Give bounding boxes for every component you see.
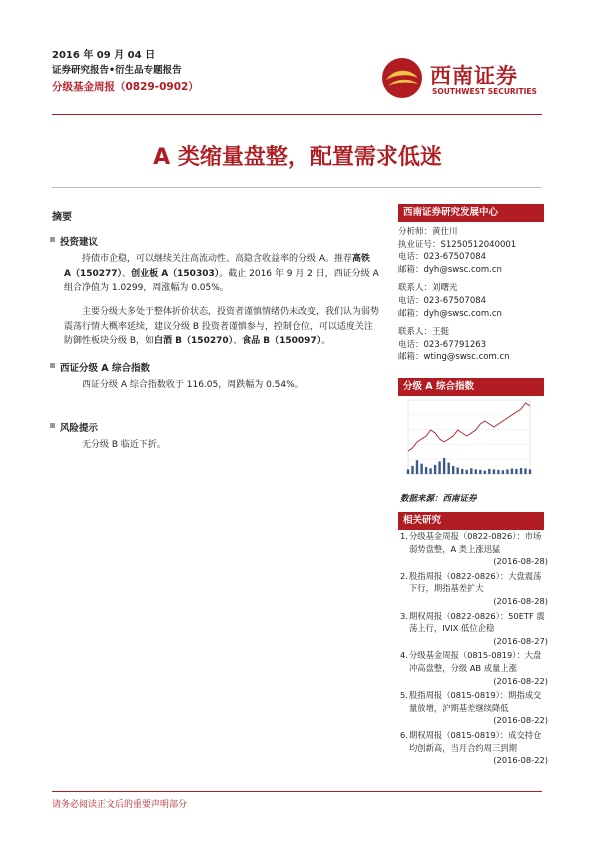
chart-volume-bar bbox=[448, 463, 450, 474]
related-item-date: (2016-08-22) bbox=[493, 675, 548, 686]
chart-volume-bar bbox=[416, 460, 418, 474]
chart-volume-bar bbox=[520, 468, 522, 474]
chart-volume-bar bbox=[443, 458, 445, 474]
related-item-date: (2016-08-28) bbox=[493, 595, 548, 606]
chart-volume-bar bbox=[411, 466, 413, 474]
contact-label: 联系人：刘曙光 bbox=[398, 283, 458, 294]
title-divider bbox=[52, 187, 542, 188]
paragraph-investment-1: 持债市企稳，可以继续关注高流动性、高隐含收益率的分级 A。推荐高铁 A（150277）、创业板 A（150303）。截止 2016 年 9 月 2 日，西证分级 A 组合净值为 1.0299，周涨幅为 0.05%。 bbox=[64, 254, 379, 293]
section-heading-risk: 风险提示 bbox=[60, 420, 98, 434]
related-item-date: (2016-08-22) bbox=[493, 715, 548, 726]
section-heading-index: 西证分级 A 综合指数 bbox=[60, 360, 150, 374]
related-title-bar: 相关研究 bbox=[398, 512, 544, 530]
related-item-number: 6. bbox=[400, 729, 408, 740]
chart-volume-bar bbox=[515, 469, 517, 474]
contact-label: 联系人：王挺 bbox=[398, 327, 450, 338]
main-title: A 类缩量盘整，配置需求低迷 bbox=[153, 145, 442, 170]
chart-volume-bar bbox=[438, 461, 440, 474]
paragraph-index: 西证分级 A 综合指数收于 116.05，周跌幅为 0.54%。 bbox=[82, 380, 304, 390]
related-item[interactable] bbox=[400, 570, 548, 608]
chart-volume-bar bbox=[470, 468, 472, 474]
team-title-bar: 西南证券研究发展中心 bbox=[398, 204, 544, 222]
related-item-text: 分级基金周报（0822-0826）：市场弱势盘整，A 类上涨迅猛 bbox=[409, 531, 542, 554]
report-series-title: 分级基金周报（0829-0902） bbox=[52, 81, 199, 93]
chart-volume-bar bbox=[461, 469, 463, 474]
footer-divider bbox=[52, 791, 542, 792]
section-heading-investment: 投资建议 bbox=[60, 234, 98, 248]
related-item-number: 1. bbox=[400, 531, 408, 541]
logo-emblem-icon bbox=[380, 56, 424, 100]
related-item[interactable] bbox=[400, 530, 548, 568]
related-item-date: (2016-08-22) bbox=[493, 755, 548, 766]
brand-logo bbox=[378, 56, 548, 106]
related-item-text: 分级基金周报（0815-0819）：大盘冲高盘整，分级 AB 成量上涨 bbox=[409, 650, 542, 673]
contact-phone: 电话：023-67791263 bbox=[398, 339, 487, 350]
logo-text-en: SOUTHWEST SECURITIES bbox=[432, 87, 537, 96]
chart-volume-bar bbox=[511, 469, 513, 475]
chart-volume-bar bbox=[502, 470, 504, 474]
related-item-number: 4. bbox=[400, 650, 408, 661]
chart-volume-bar bbox=[479, 470, 481, 474]
chart-volume-bar bbox=[484, 471, 486, 474]
related-item[interactable] bbox=[400, 689, 548, 727]
related-research bbox=[398, 512, 544, 530]
analyst-list bbox=[398, 222, 544, 364]
chart-volume-bar bbox=[466, 470, 468, 474]
index-title-bar: 分级 A 综合指数 bbox=[398, 378, 544, 396]
contact-phone: 电话：023-67507084 bbox=[398, 295, 487, 306]
related-item-number: 3. bbox=[400, 610, 408, 621]
related-item-number: 5. bbox=[400, 690, 408, 701]
footer-disclaimer: 请务必阅读正文后的重要声明部分 bbox=[52, 800, 188, 810]
chart-volume-bar bbox=[488, 469, 490, 474]
analyst-phone: 电话：023-67507084 bbox=[398, 252, 487, 263]
report-date: 2016 年 09 月 04 日 bbox=[52, 50, 156, 61]
index-chart bbox=[400, 398, 544, 484]
chart-volume-bar bbox=[529, 469, 531, 474]
related-list bbox=[400, 530, 548, 769]
paragraph-investment-2: 主要分级大多处于整体折价状态，投资者谨慎情绪仍未改变，我们认为弱势震荡行情大概率延续，建议分级 B 投资者谨慎参与，控制仓位，可以适度关注防御性板块分级 B，如白酒 B（150270）、食品 B（150097）。 bbox=[64, 307, 380, 346]
chart-volume-bar bbox=[497, 470, 499, 474]
related-item[interactable] bbox=[400, 649, 548, 687]
paragraph-risk: 无分级 B 临近下折。 bbox=[82, 440, 166, 450]
chart-volume-bar bbox=[407, 469, 409, 474]
report-category: 证券研究报告•衍生品专题报告 bbox=[52, 65, 182, 76]
chart-volume-bar bbox=[524, 469, 526, 475]
chart-plot-area bbox=[408, 400, 530, 474]
related-item[interactable] bbox=[400, 729, 548, 767]
logo-text-cn: 西南证券 bbox=[430, 63, 518, 88]
sidebar bbox=[398, 204, 544, 392]
abstract-heading: 摘要 bbox=[52, 212, 72, 223]
related-item-text: 股指周报（0815-0819）：期指成交量放增，沪期基差继续降低 bbox=[409, 690, 542, 713]
chart-volume-bar bbox=[457, 468, 459, 474]
chart-volume-bar bbox=[434, 465, 436, 474]
contact-email[interactable]: 邮箱：dyh@swsc.com.cn bbox=[398, 308, 502, 319]
contact-email[interactable]: 邮箱：wting@swsc.com.cn bbox=[398, 352, 510, 363]
chart-source: 数据来源：西南证券 bbox=[400, 494, 477, 504]
analyst-label: 分析师：黄仕川 bbox=[398, 227, 458, 237]
analyst-email[interactable]: 邮箱：dyh@swsc.com.cn bbox=[398, 264, 502, 275]
related-item-date: (2016-08-27) bbox=[493, 635, 548, 646]
chart-volume-bar bbox=[475, 469, 477, 474]
related-item-date: (2016-08-28) bbox=[493, 556, 548, 567]
chart-volume-bar bbox=[493, 469, 495, 474]
related-item[interactable] bbox=[400, 610, 548, 648]
analyst-license: 执业证号：S1250512040001 bbox=[398, 239, 517, 250]
chart-volume-bar bbox=[425, 467, 427, 474]
related-item-text: 期权周报（0815-0819）：成交持仓均创新高，当月合约周三到期 bbox=[409, 729, 542, 753]
chart-volume-bar bbox=[420, 464, 422, 474]
header-divider bbox=[52, 114, 542, 115]
related-item-text: 股指周报（0822-0826）：大盘震荡下行，期指基差扩大 bbox=[409, 570, 542, 594]
chart-volume-bar bbox=[429, 468, 431, 474]
chart-volume-bar bbox=[506, 469, 508, 474]
chart-volume-bar bbox=[452, 466, 454, 474]
related-item-text: 期权周报（0822-0826）：50ETF 震荡上行，IVIX 低位企稳 bbox=[409, 610, 545, 634]
related-item-number: 2. bbox=[400, 570, 408, 581]
